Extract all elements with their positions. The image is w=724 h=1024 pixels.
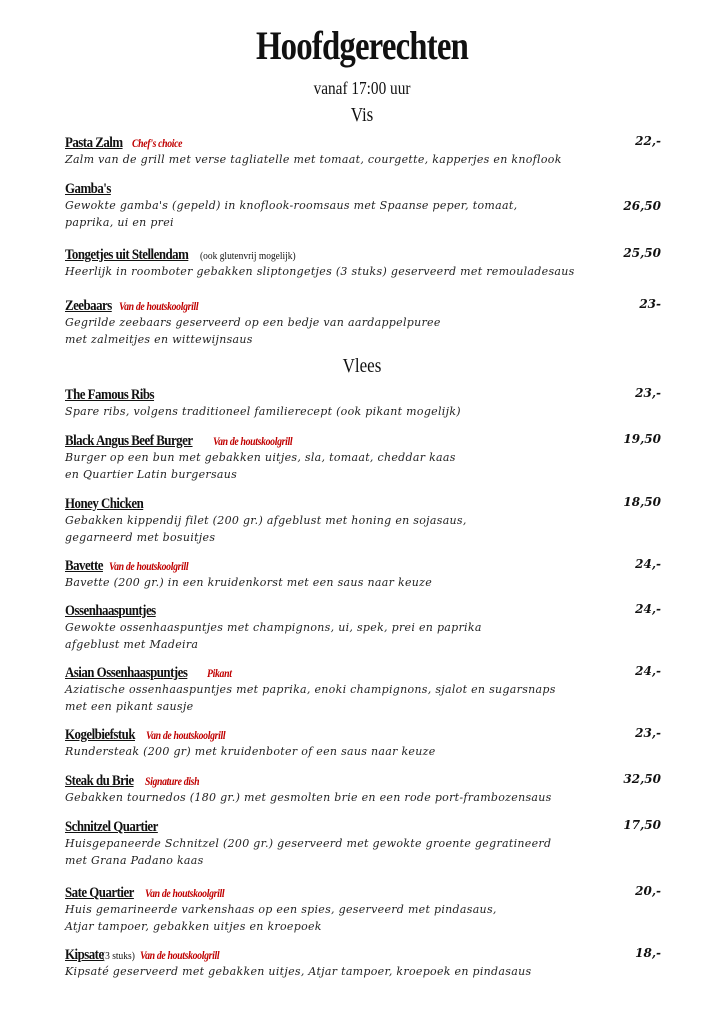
dish-description: Aziatische ossenhaaspuntjes met paprika, enoki champignons, sjalot en sugarsnaps <box>65 683 556 696</box>
item-header <box>65 772 665 790</box>
dish-description: Atjar tampoer, gebakken uitjes en kroepoek <box>65 919 322 933</box>
dish-description: Gewokte gamba's (gepeld) in knoflook-roomsaus met Spaanse peper, tomaat, <box>65 199 518 212</box>
dish-description: paprika, ui en prei <box>65 215 174 229</box>
dish-name: Steak du Brie <box>65 773 134 789</box>
dish-name: The Famous Ribs <box>65 387 155 403</box>
dish-description: afgeblust met Madeira <box>65 637 199 651</box>
item-header <box>65 134 665 152</box>
dish-description: Bavette (200 gr.) in een kruidenkorst met een saus naar keuze <box>65 576 433 589</box>
dish-price: 20,- <box>635 884 661 898</box>
dish-description: Gewokte ossenhaaspuntjes met champignons, ui, spek, prei en paprika <box>65 621 482 634</box>
dish-description: Gebakken tournedos (180 gr.) met gesmolten brie en een rode port-frambozensaus <box>65 791 552 804</box>
menu-item <box>65 946 665 981</box>
dish-name: Kipsate <box>65 947 104 963</box>
item-header <box>65 726 665 744</box>
dish-description: Spare ribs, volgens traditioneel familierecept (ook pikant mogelijk) <box>65 405 461 418</box>
dish-name: Schnitzel Quartier <box>65 819 158 835</box>
menu-item <box>65 134 665 169</box>
menu-item <box>65 386 665 421</box>
dish-description: Gebakken kippendij filet (200 gr.) afgeblust met honing en sojasaus, <box>65 514 467 527</box>
dish-tag: Van de houtskoolgrill <box>119 301 199 313</box>
page-title: Hoofdgerechten <box>255 23 468 68</box>
dish-description: Huis gemarineerde varkenshaas op een spies, geserveerd met pindasaus, <box>65 903 497 916</box>
menu-item <box>65 884 665 935</box>
menu-item <box>65 432 665 483</box>
dish-price: 26,50 <box>623 199 661 213</box>
dish-price: 18,- <box>635 946 661 960</box>
dish-tag: Signature dish <box>144 776 199 788</box>
dish-tag: Van de houtskoolgrill <box>109 561 189 573</box>
item-header <box>65 180 665 198</box>
dish-price: 24,- <box>635 664 661 678</box>
item-header <box>65 297 665 315</box>
item-header <box>65 557 665 575</box>
dish-price: 22,- <box>635 134 661 148</box>
menu-item <box>65 557 665 592</box>
dish-description: met Grana Padano kaas <box>65 853 204 867</box>
dish-note: (ook glutenvrij mogelijk) <box>200 250 297 262</box>
menu-item <box>65 180 665 231</box>
menu-item <box>65 772 665 807</box>
section-title: Vis <box>350 104 374 126</box>
dish-name: Kogelbiefstuk <box>65 727 135 743</box>
dish-tag: Chef's choice <box>131 138 183 150</box>
dish-tag: Van de houtskoolgrill <box>140 950 220 962</box>
dish-name: Sate Quartier <box>65 885 134 901</box>
item-header <box>65 664 665 682</box>
dish-description: met een pikant sausje <box>65 699 194 713</box>
dish-description: Huisgepaneerde Schnitzel (200 gr.) geserveerd met gewokte groente gegratineerd <box>65 837 552 850</box>
dish-description: gegarneerd met bosuitjes <box>65 530 216 544</box>
dish-description: Heerlijk in roomboter gebakken sliptongetjes (3 stuks) geserveerd met remouladesaus <box>65 265 575 278</box>
menu-item <box>65 818 665 869</box>
dish-name: Bavette <box>65 558 103 574</box>
item-header <box>65 246 665 264</box>
item-header <box>65 946 665 964</box>
menu-item <box>65 297 665 348</box>
dish-name: Asian Ossenhaaspuntjes <box>65 665 188 681</box>
menu-item <box>65 726 665 761</box>
menu-item <box>65 246 665 281</box>
dish-description: met zalmeitjes en wittewijnsaus <box>65 332 253 346</box>
dish-name: Gamba's <box>65 181 111 197</box>
item-header <box>65 818 665 836</box>
dish-name: Tongetjes uit Stellendam <box>65 247 189 263</box>
dish-price: 32,50 <box>623 772 661 786</box>
dish-name: Honey Chicken <box>65 496 144 512</box>
dish-price: 25,50 <box>623 246 661 260</box>
dish-name: Black Angus Beef Burger <box>65 433 193 449</box>
dish-price: 23,- <box>635 386 661 400</box>
dish-tag: Van de houtskoolgrill <box>146 730 226 742</box>
dish-description: Gegrilde zeebaars geserveerd op een bedje van aardappelpuree <box>65 316 441 329</box>
dish-description: Kipsaté geserveerd met gebakken uitjes, Atjar tampoer, kroepoek en pindasaus <box>65 965 532 978</box>
dish-name: Ossenhaaspuntjes <box>65 603 156 619</box>
item-header <box>65 602 665 620</box>
menu-item <box>65 495 665 546</box>
dish-description: Burger op een bun met gebakken uitjes, sla, tomaat, cheddar kaas <box>65 451 456 464</box>
dish-price: 17,50 <box>623 818 661 832</box>
item-header <box>65 386 665 404</box>
dish-name: Zeebaars <box>65 298 112 314</box>
item-header <box>65 432 665 450</box>
dish-tag: Van de houtskoolgrill <box>145 888 225 900</box>
dish-price: 23- <box>639 297 661 311</box>
dish-price: 23,- <box>635 726 661 740</box>
serving-time: vanaf 17:00 uur <box>313 78 411 98</box>
item-header <box>65 884 665 902</box>
item-header <box>65 495 665 513</box>
dish-tag: Pikant <box>207 668 232 680</box>
dish-price: 18,50 <box>623 495 661 509</box>
dish-description: en Quartier Latin burgersaus <box>65 467 238 481</box>
menu-item <box>65 602 665 653</box>
dish-note: (3 stuks) <box>101 950 135 962</box>
section-title: Vlees <box>342 355 382 377</box>
dish-price: 19,50 <box>623 432 661 446</box>
dish-tag: Van de houtskoolgrill <box>213 436 293 448</box>
dish-name: Pasta Zalm <box>65 135 123 151</box>
dish-price: 24,- <box>635 557 661 571</box>
menu-item <box>65 664 665 715</box>
dish-description: Zalm van de grill met verse tagliatelle met tomaat, courgette, kapperjes en knoflook <box>65 153 562 166</box>
dish-description: Rundersteak (200 gr) met kruidenboter of een saus naar keuze <box>65 745 436 758</box>
dish-price: 24,- <box>635 602 661 616</box>
